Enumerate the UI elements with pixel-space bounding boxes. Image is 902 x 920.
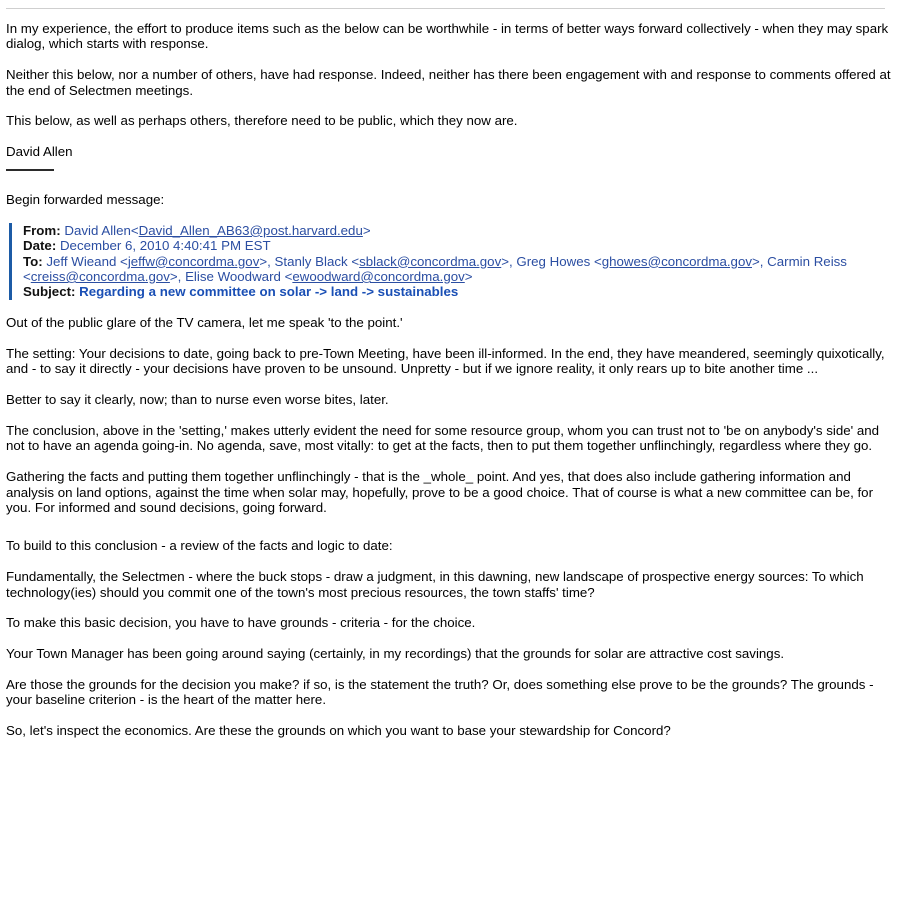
to-label: To: — [23, 253, 43, 269]
body-paragraph-10: Are those the grounds for the decision you make? if so, is the statement the truth? Or, does something else prove to be the grounds? The grounds - your baseline criterion - is the heart of the matter here. — [6, 677, 874, 708]
email-header-date-line — [23, 238, 894, 253]
signature-separator — [6, 160, 894, 177]
spacer — [6, 52, 894, 67]
recipient-name: Stanly Black < — [274, 253, 360, 269]
date-value: December 6, 2010 4:40:41 PM EST — [59, 238, 271, 254]
body-paragraph-8: To make this basic decision, you have to have grounds - criteria - for the choice. — [6, 615, 476, 631]
spacer — [6, 454, 894, 469]
recipient-name: Greg Howes < — [516, 253, 602, 269]
email-header-subject-line — [23, 284, 894, 299]
body-paragraph-9: Your Town Manager has been going around saying (certainly, in my recordings) that the grounds for solar are attractive cost savings. — [6, 646, 785, 662]
forwarded-message-notice: Begin forwarded message: — [6, 192, 165, 207]
body-paragraph-5: Gathering the facts and putting them together unflinchingly - that is the _whole_ point. And yes, that does also include gathering information and analysis on land options, against the time when solar may, hopefully, prove to be a good choice. That of course is what a new committee can be, for you. For informed and sound decisions, going forward. — [6, 469, 873, 516]
spacer — [6, 708, 894, 723]
recipient-email-link[interactable]: sblack@concordma.gov — [359, 253, 502, 269]
spacer — [6, 129, 894, 144]
spacer — [6, 408, 894, 423]
recipient-name: Jeff Wieand < — [46, 253, 128, 269]
forwarded-email-header-block — [9, 223, 894, 300]
body-paragraph-11: So, let's inspect the economics. Are these the grounds on which you want to base your stewardship for Concord? — [6, 723, 671, 739]
subject-label: Subject: — [23, 284, 76, 300]
spacer — [6, 377, 894, 392]
recipient-email-link[interactable]: jeffw@concordma.gov — [127, 253, 260, 269]
recipient-email-link[interactable]: ghowes@concordma.gov — [601, 253, 752, 269]
recipient-email-link[interactable]: creiss@concordma.gov — [30, 269, 170, 285]
date-label: Date: — [23, 238, 57, 254]
recipient-name: Elise Woodward < — [185, 269, 293, 285]
to-recipients — [23, 254, 847, 284]
intro-paragraph-3: This below, as well as perhaps others, therefore need to be public, which they now are. — [6, 113, 518, 129]
intro-paragraph-2: Neither this below, nor a number of others, have had response. Indeed, neither has there been engagement with and response to comments offered at the end of Selectmen meetings. — [6, 67, 891, 98]
email-header-to-line — [23, 254, 894, 285]
signature-separator-rule — [6, 169, 54, 171]
recipient-name: Carmin Reiss < — [23, 253, 847, 285]
recipient-email-link[interactable]: ewoodward@concordma.gov — [292, 269, 465, 285]
body-paragraph-2: The setting: Your decisions to date, going back to pre-Town Meeting, have been ill-informed. In the end, they have meandered, seemingly quixotically, and - to say it directly - your decisions have proven to be unsound. Unpretty - but if we ignore reality, it only rears up to bite another time ... — [6, 346, 885, 377]
intro-paragraph-1: In my experience, the effort to produce items such as the below can be worthwhile - in terms of better ways forward collectively - when they may spark dialog, which starts with response. — [6, 21, 889, 52]
from-label: From: — [23, 222, 61, 238]
spacer — [6, 662, 894, 677]
body-paragraph-1: Out of the public glare of the TV camera, let me speak 'to the point.' — [6, 315, 403, 331]
spacer — [6, 9, 894, 21]
spacer — [6, 207, 894, 222]
body-paragraph-7: Fundamentally, the Selectmen - where the buck stops - draw a judgment, in this dawning, new landscape of prospective energy sources: To which technology(ies) should you commit one of the town's most precious resources, the town staffs' time? — [6, 569, 864, 600]
signature-name: David Allen — [6, 144, 73, 160]
spacer — [6, 631, 894, 646]
spacer — [6, 300, 894, 315]
recipient-close-bracket: >, — [259, 253, 275, 269]
spacer — [6, 98, 894, 113]
recipient-close-bracket: >, — [169, 269, 186, 285]
from-name: David Allen — [64, 222, 131, 238]
email-document-page — [0, 8, 902, 920]
recipient-close-bracket: >, — [501, 253, 517, 269]
spacer — [6, 331, 894, 346]
email-header-from-line — [23, 223, 894, 238]
spacer — [6, 600, 894, 615]
from-open-bracket: < — [130, 222, 139, 238]
recipient-close-bracket: > — [464, 269, 473, 285]
from-email-link[interactable]: David_Allen_AB63@post.harvard.edu — [138, 222, 363, 238]
spacer — [6, 177, 894, 192]
body-paragraph-4: The conclusion, above in the 'setting,' makes utterly evident the need for some resource group, whom you can trust not to 'be on anybody's side' and not to have an agenda going-in. No agenda, save, most vitally: to get at the facts, then to put them together unflinchingly, regardless where they go. — [6, 423, 880, 454]
spacer — [6, 554, 894, 569]
from-close-bracket: > — [362, 222, 371, 238]
spacer-large — [6, 515, 894, 538]
body-paragraph-3: Better to say it clearly, now; than to nurse even worse bites, later. — [6, 392, 389, 408]
recipient-close-bracket: >, — [752, 253, 768, 269]
subject-value: Regarding a new committee on solar -> land -> sustainables — [79, 284, 459, 300]
body-paragraph-6: To build to this conclusion - a review of the facts and logic to date: — [6, 538, 393, 554]
